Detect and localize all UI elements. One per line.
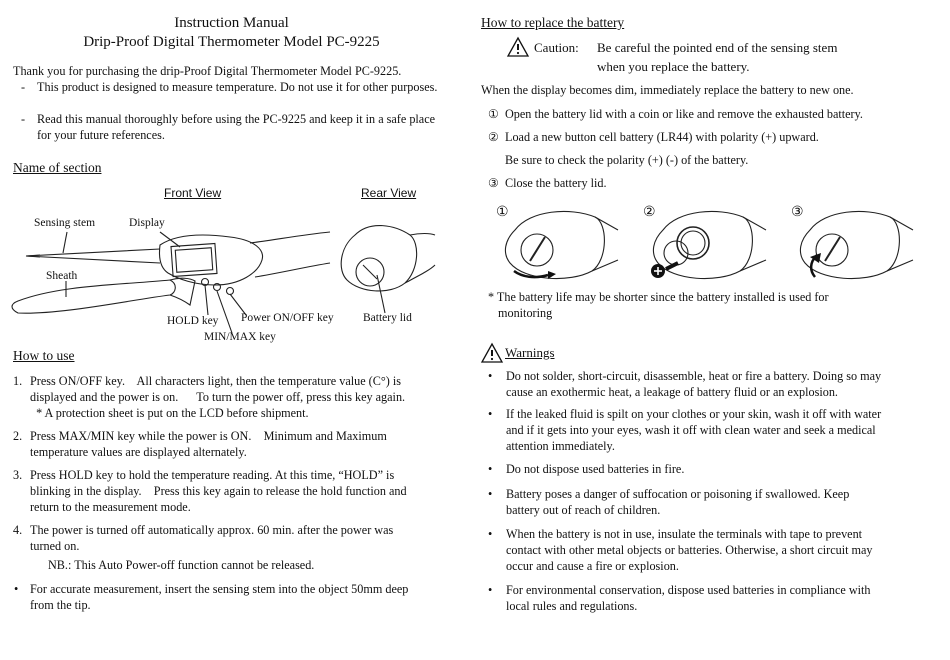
warning-line: Do not dispose used batteries in fire.: [506, 462, 685, 476]
when-dim-text: When the display becomes dim, immediately replace the battery to new one.: [481, 83, 854, 97]
step-1-line: displayed and the power is on. To turn the power off, press this key again.: [30, 390, 406, 404]
battery-step-polarity: Be sure to check the polarity (+) (-) of the battery.: [505, 153, 749, 167]
step-4-line: The power is turned off automatically approx. 60 min. after the power was: [30, 523, 394, 537]
battery-figure-close: [795, 205, 915, 285]
step-4-line: turned on.: [30, 539, 80, 553]
warning-line: cause an exothermic heat, a leakage of battery fluid or an explosion.: [506, 385, 838, 399]
warning-line: If the leaked fluid is spilt on your clothes or your skin, wash it off with water: [506, 407, 882, 421]
heading-replace-battery: How to replace the battery: [481, 15, 625, 30]
warning-line: local rules and regulations.: [506, 599, 638, 613]
caution-line: when you replace the battery.: [597, 59, 750, 74]
label-minmax-key: MIN/MAX key: [204, 331, 276, 343]
bullet-dot: •: [488, 462, 493, 476]
measurement-tip-line: For accurate measurement, insert the sensing stem into the object 50mm deep: [30, 582, 409, 596]
step-number: ②: [488, 130, 499, 144]
step-1-line: Press ON/OFF key. All characters light, then the temperature value (C°) is: [30, 374, 401, 388]
step-number: 2.: [13, 429, 23, 443]
warning-line: contact with other metal objects or batteries. Otherwise, a short circuit may: [506, 543, 873, 557]
battery-life-note: * The battery life may be shorter since the battery installed is used for: [488, 290, 829, 304]
intro-thanks: Thank you for purchasing the drip-Proof Digital Thermometer Model PC-9225.: [13, 64, 402, 78]
warning-line: attention immediately.: [506, 439, 615, 453]
step-3-line: Press HOLD key to hold the temperature reading. At this time, “HOLD” is: [30, 468, 395, 482]
warning-line: When the battery is not in use, insulate the terminals with tape to prevent: [506, 527, 863, 541]
step-2-line: temperature values are displayed alternately.: [30, 445, 247, 459]
rear-view-diagram: [335, 215, 445, 315]
heading-how-to-use: How to use: [13, 348, 75, 363]
warning-line: Battery poses a danger of suffocation or poisoning if swallowed. Keep: [506, 487, 850, 501]
intro-dash: -: [21, 112, 26, 126]
bullet-dot: •: [488, 487, 493, 501]
caution-line: Be careful the pointed end of the sensing stem: [597, 40, 838, 55]
warning-line: Do not solder, short-circuit, disassemble, heat or fire a battery. Doing so may: [506, 369, 882, 383]
bullet-dot: •: [14, 582, 19, 596]
label-sheath: Sheath: [46, 270, 78, 282]
intro-bullet-2: Read this manual thoroughly before using the PC-9225 and keep it in a safe place for your future references.: [37, 112, 436, 142]
battery-step-1: Open the battery lid with a coin or like and remove the exhausted battery.: [505, 107, 863, 121]
figure-number: ②: [643, 205, 656, 220]
label-power-key: Power ON/OFF key: [241, 312, 334, 324]
figure-number: ①: [496, 205, 509, 220]
warning-line: For environmental conservation, dispose used batteries in compliance with: [506, 583, 871, 597]
step-number: 4.: [13, 523, 23, 537]
caution-icon: [507, 37, 529, 57]
step-number: 3.: [13, 468, 23, 482]
bullet-dot: •: [488, 583, 493, 597]
intro-bullet-1: This product is designed to measure temperature. Do not use it for other purposes.: [37, 80, 438, 94]
warning-line: battery out of reach of children.: [506, 503, 661, 517]
label-display: Display: [129, 217, 165, 229]
bullet-dot: •: [488, 369, 493, 383]
warning-line: occur and cause a fire or explosion.: [506, 559, 679, 573]
warning-icon: [481, 343, 503, 363]
auto-power-off-note: NB.: This Auto Power-off function cannot be released.: [48, 558, 315, 572]
battery-step-2: Load a new button cell battery (LR44) with polarity (+) upward.: [505, 130, 819, 144]
bullet-dot: •: [488, 407, 493, 421]
battery-life-note: monitoring: [498, 306, 553, 320]
step-number: ①: [488, 107, 499, 121]
bullet-dot: •: [488, 527, 493, 541]
front-view-label: Front View: [164, 186, 222, 200]
step-number: 1.: [13, 374, 23, 388]
step-2-line: Press MAX/MIN key while the power is ON. Minimum and Maximum: [30, 429, 387, 443]
caution-label: Caution:: [534, 40, 579, 55]
battery-figure-open: [500, 205, 620, 285]
step-3-line: blinking in the display. Press this key again to release the hold function and: [30, 484, 407, 498]
rear-view-label: Rear View: [361, 186, 417, 200]
battery-figure-insert: [648, 205, 768, 285]
heading-warnings: Warnings: [505, 345, 555, 360]
label-hold-key: HOLD key: [167, 315, 219, 327]
title-line-2: Drip-Proof Digital Thermometer Model PC-9225: [83, 34, 380, 50]
warning-line: and if it gets into your eyes, wash it off with clean water and seek a medical: [506, 423, 876, 437]
intro-dash: -: [21, 80, 26, 94]
figure-number: ③: [791, 205, 804, 220]
step-1-line: * A protection sheet is put on the LCD before shipment.: [30, 406, 309, 420]
measurement-tip-line: from the tip.: [30, 598, 91, 612]
step-number: ③: [488, 176, 499, 190]
label-sensing-stem: Sensing stem: [34, 217, 96, 229]
heading-name-of-section: Name of section: [13, 160, 102, 175]
step-3-line: return to the measurement mode.: [30, 500, 191, 514]
label-battery-lid: Battery lid: [363, 312, 412, 324]
battery-step-3: Close the battery lid.: [505, 176, 607, 190]
title-line-1: Instruction Manual: [174, 15, 289, 31]
